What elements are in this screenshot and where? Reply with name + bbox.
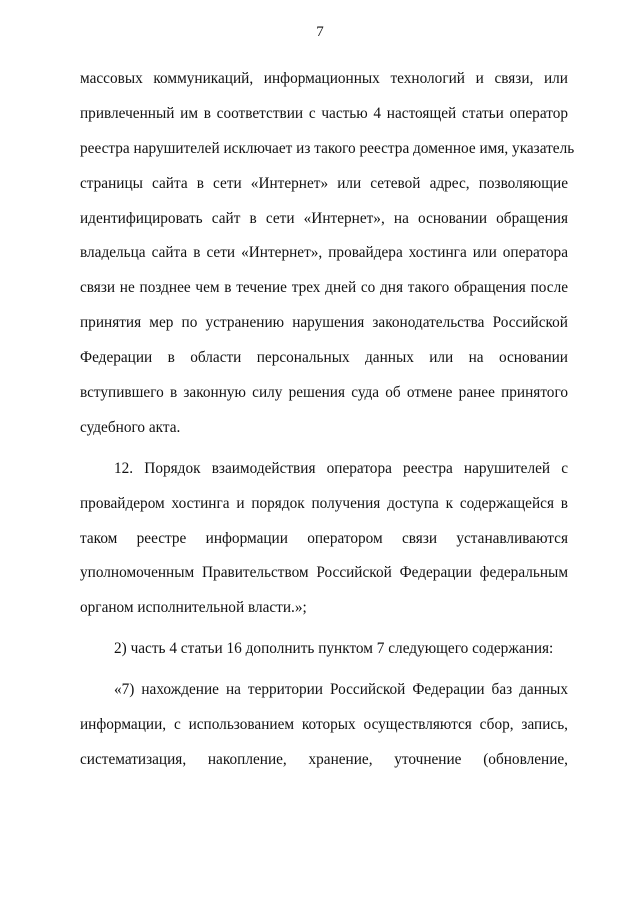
text-line: идентифицировать сайт в сети «Интернет», на основании обращения xyxy=(80,209,568,227)
text-line: уполномоченным Правительством Российской Федерации федеральным xyxy=(80,564,568,582)
text-line: судебного акта. xyxy=(80,418,181,436)
text-line: владельца сайта в сети «Интернет», провайдера хостинга или оператора xyxy=(80,244,568,262)
text-line: принятия мер по устранению нарушения законодательства Российской xyxy=(80,314,568,332)
text-line: 12. Порядок взаимодействия оператора реестра нарушителей с xyxy=(114,459,568,477)
paragraph-quoted-item-7 xyxy=(80,673,568,778)
text-line: массовых коммуникаций, информационных технологий и связи, или xyxy=(80,70,568,87)
paragraph-continuation xyxy=(80,62,575,446)
text-line: систематизация, накопление, хранение, уточнение (обновление, xyxy=(80,750,568,768)
text-line: реестра нарушителей исключает из такого реестра доменное имя, указатель xyxy=(80,139,575,157)
text-line: «7) нахождение на территории Российской Федерации баз данных xyxy=(114,681,568,699)
text-line: провайдером хостинга и порядок получения доступа к содержащейся в xyxy=(80,494,568,512)
text-line: органом исполнительной власти.»; xyxy=(80,599,307,617)
text-line: связи не позднее чем в течение трех дней со дня такого обращения после xyxy=(80,279,568,297)
page-number: 7 xyxy=(316,24,324,40)
text-line: страницы сайта в сети «Интернет» или сетевой адрес, позволяющие xyxy=(80,174,568,192)
text-line: информации, с использованием которых осуществляются сбор, запись, xyxy=(80,716,568,734)
text-line: таком реестре информации оператором связи устанавливаются xyxy=(80,529,568,547)
text-line: 2) часть 4 статьи 16 дополнить пунктом 7 следующего содержания: xyxy=(114,640,554,658)
text-line: Федерации в области персональных данных или на основании xyxy=(80,349,568,367)
text-line: вступившего в законную силу решения суда об отмене ранее принятого xyxy=(80,384,568,402)
paragraph-item-12 xyxy=(80,452,568,626)
text-line: привлеченный им в соответствии с частью 4 настоящей статьи оператор xyxy=(80,104,568,122)
document-body xyxy=(80,62,575,778)
paragraph-point-2 xyxy=(80,632,568,667)
